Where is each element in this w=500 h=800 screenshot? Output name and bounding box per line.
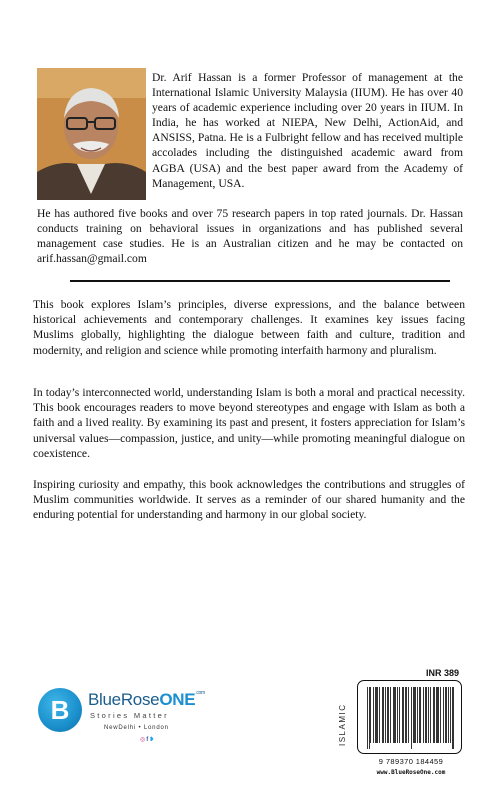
barcode-bars (367, 687, 454, 749)
barcode-bar (369, 687, 370, 749)
barcode-bar (440, 687, 441, 743)
barcode-bar (377, 687, 378, 743)
barcode-bar (445, 687, 446, 743)
barcode-bar (436, 687, 437, 743)
barcode-bar (450, 687, 451, 743)
publisher-logo (38, 684, 208, 744)
barcode-bar (446, 687, 447, 743)
social-icons (140, 736, 155, 743)
barcode-bar (452, 687, 453, 749)
barcode-bar (425, 687, 426, 743)
barcode-bar (382, 687, 383, 743)
barcode-bar (408, 687, 409, 743)
barcode-bar (370, 687, 371, 743)
barcode-bar (393, 687, 394, 743)
barcode-bar (403, 687, 404, 743)
barcode-bar (383, 687, 384, 743)
author-photo (37, 68, 146, 200)
publisher-name-part1: BlueRose (88, 690, 160, 709)
barcode-bar (385, 687, 386, 743)
barcode-bar (394, 687, 395, 743)
category-text: ISLAMIC (338, 703, 347, 746)
barcode-bar (413, 687, 414, 743)
barcode-bar (390, 687, 391, 743)
price-label: INR 389 (426, 668, 460, 678)
author-bio: Dr. Arif Hassan is a former Professor of management at the International Islamic University Malaysia (IIUM). He has over 40 years of academic experience including over 20 years in IIUM. In India, he has worked at NIEPA, New Delhi, ActionAid, and ANSISS, Patna. He is a Fulbright fellow and has received multiple accolades including the distinguished academic award from AGBA (USA) and the best paper award from the Academy of Management, USA. (152, 71, 463, 190)
barcode (357, 680, 462, 754)
twitter-icon: ❥ (149, 737, 155, 743)
category-label (338, 694, 354, 754)
barcode-bar (375, 687, 376, 743)
barcode-bar (433, 687, 434, 743)
barcode-bar (415, 687, 416, 743)
isbn-number: 9 789370 184459 (378, 757, 444, 766)
barcode-bar (411, 687, 412, 749)
description-paragraph-1: This book explores Islam’s principles, diverse expressions, and the balance between historical achievements and contemporary challenges. It examines key issues facing Muslims globally, highlighting the dialogue between faith and culture, tradition and modernity, and religion and science while promoting interfaith harmony and pluralism. (33, 298, 465, 357)
section-divider (70, 280, 450, 282)
barcode-bar (437, 687, 438, 743)
barcode-bar (443, 687, 444, 743)
barcode-bar (379, 687, 380, 743)
barcode-bar (453, 687, 454, 749)
publisher-website: www.BlueRoseOne.com (376, 769, 446, 776)
barcode-bar (419, 687, 420, 743)
barcode-bar (405, 687, 406, 743)
barcode-bar (406, 687, 407, 743)
barcode-bar (402, 687, 403, 743)
author-bio-continued: He has authored five books and over 75 research papers in top rated journals. Dr. Hassan conducts training on behavioral issues in organizations and has published several management case studies. He is an Australian citizen and he may be contacted on arif.hassan@gmail.com (37, 207, 463, 266)
barcode-bar (438, 687, 439, 743)
publisher-name (88, 690, 205, 710)
publisher-tagline: Stories Matter (90, 711, 169, 720)
barcode-bar (448, 687, 449, 743)
barcode-bar (420, 687, 421, 743)
barcode-bar (428, 687, 429, 743)
barcode-bar (387, 687, 388, 743)
publisher-logo-letter: B (50, 695, 70, 725)
barcode-bar (414, 687, 415, 743)
publisher-name-part2: ONE (159, 690, 196, 709)
barcode-bar (395, 687, 396, 743)
barcode-bar (417, 687, 418, 743)
description-paragraph-3: Inspiring curiosity and empathy, this book acknowledges the contributions and struggles of Muslim communities worldwide. It serves as a reminder of our shared humanity and the enduring potential for understanding and harmony in our global society. (33, 478, 465, 522)
publisher-cities: NewDelhi • London (104, 725, 169, 731)
barcode-bar (434, 687, 435, 743)
barcode-bar (373, 687, 374, 743)
publisher-name-suffix: .com (195, 690, 205, 696)
barcode-bar (399, 687, 400, 743)
barcode-bar (430, 687, 431, 743)
barcode-bar (426, 687, 427, 743)
author-portrait-image (37, 68, 146, 200)
barcode-bar (397, 687, 398, 743)
facebook-icon: f (146, 737, 149, 743)
barcode-bar (423, 687, 424, 743)
barcode-bar (388, 687, 389, 743)
description-paragraph-2: In today’s interconnected world, understanding Islam is both a moral and practical necessity. This book encourages readers to move beyond stereotypes and engage with Islam as both a faith and a lived reality. By examining its past and present, it fosters appreciation for Islam’s universal values—compassion, justice, and unity—while promoting meaningful dialogue on coexistence. (33, 386, 465, 460)
instagram-icon: ◎ (140, 737, 146, 743)
barcode-bar (376, 687, 377, 743)
barcode-bar (367, 687, 368, 749)
publisher-logo-icon (38, 688, 82, 732)
